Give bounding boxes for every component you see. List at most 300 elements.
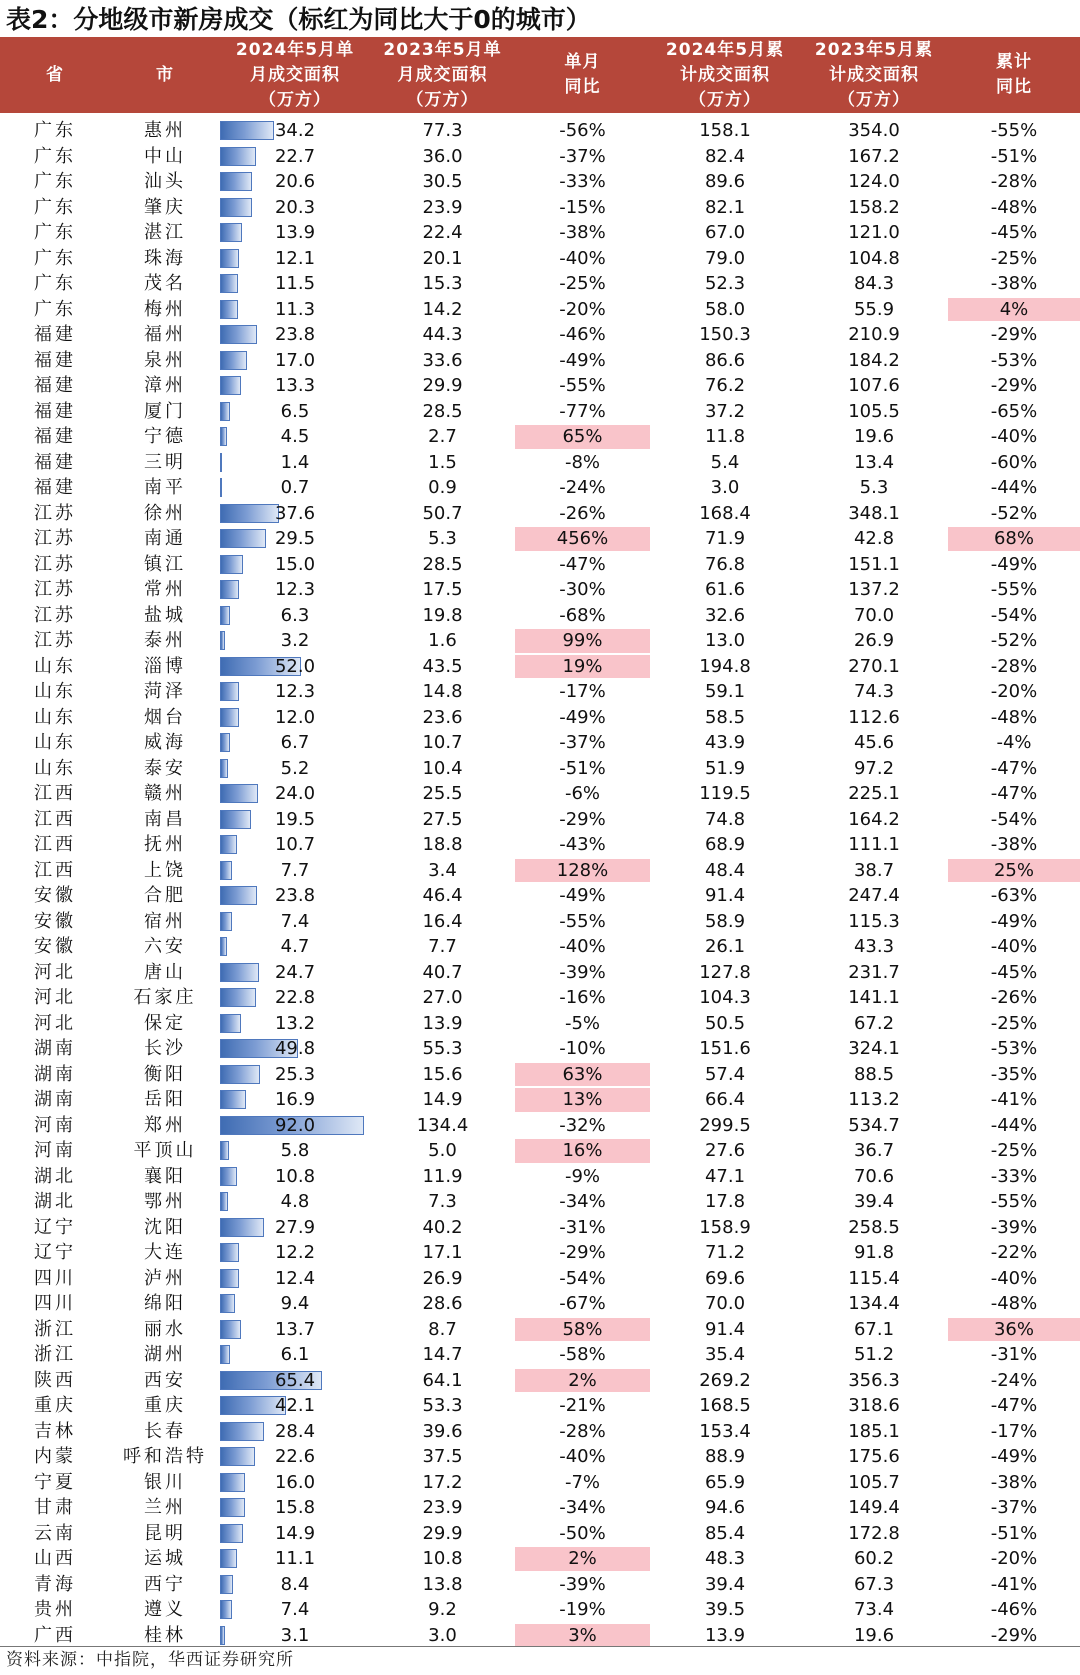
month-2024-value: 6.3: [280, 604, 310, 626]
month-2023-cell: 3.4: [428, 859, 457, 881]
cumulative-yoy-cell: -55%: [990, 1191, 1038, 1212]
header-city: 市: [156, 64, 174, 85]
table-row: [0, 399, 1080, 425]
table-row: [0, 1393, 1080, 1419]
month-yoy-cell: [515, 654, 650, 680]
cumulative-2024-cell: 3.0: [710, 477, 740, 498]
cumulative-yoy-cell: -41%: [990, 1573, 1038, 1595]
month-2024-cell: [220, 399, 370, 425]
month-2024-value: 6.5: [280, 400, 310, 422]
month-2024-cell: [220, 909, 370, 935]
month-2023-cell: 23.9: [422, 1497, 463, 1518]
month-2024-cell: [220, 1470, 370, 1496]
city-cell: 湖州: [144, 1344, 186, 1365]
cumulative-2024-cell: 50.5: [704, 1012, 746, 1034]
month-2024-value: 12.3: [274, 681, 316, 702]
cumulative-2024-cell: 58.5: [704, 706, 746, 728]
month-yoy-cell: [515, 858, 650, 884]
table-row: [0, 1470, 1080, 1496]
province-cell: 江西: [34, 834, 76, 855]
city-cell: 烟台: [144, 706, 186, 728]
cumulative-2023-cell: 231.7: [848, 961, 900, 983]
province-cell: 广东: [34, 171, 76, 192]
month-2024-cell: [220, 628, 370, 654]
province-cell: 吉林: [34, 1420, 76, 1442]
month-2023-cell: 26.9: [422, 1267, 463, 1289]
cumulative-yoy-cell: -38%: [990, 273, 1038, 294]
cumulative-2024-cell: 59.1: [704, 681, 746, 702]
month-yoy-cell: -26%: [559, 502, 606, 524]
table-row: [0, 960, 1080, 986]
cumulative-2023-cell: 121.0: [848, 222, 900, 243]
cumulative-2024-cell: 35.4: [704, 1344, 746, 1365]
cumulative-yoy-cell: [948, 1317, 1080, 1343]
cumulative-2024-cell: 43.9: [704, 732, 746, 753]
month-2024-value: 13.9: [274, 222, 316, 243]
cumulative-2024-cell: 68.9: [704, 834, 746, 855]
cumulative-2024-cell: 47.1: [704, 1165, 746, 1187]
month-yoy-cell: -5%: [564, 1012, 601, 1034]
city-cell: 肇庆: [144, 196, 186, 218]
province-cell: 河南: [34, 1114, 76, 1136]
cumulative-2023-cell: 112.6: [848, 706, 900, 728]
month-2024-cell: [220, 552, 370, 578]
month-yoy-cell-text: 3%: [568, 1624, 597, 1646]
city-cell: 保定: [144, 1012, 186, 1034]
cumulative-yoy-cell: -49%: [990, 910, 1038, 932]
city-cell: 淄博: [144, 655, 186, 677]
month-2024-cell: [220, 1138, 370, 1164]
cumulative-yoy-cell: -29%: [990, 375, 1038, 396]
province-cell: 江西: [34, 808, 76, 830]
province-cell: 安徽: [34, 885, 76, 906]
month-2024-value: 22.6: [274, 1446, 316, 1467]
cumulative-2024-cell: 91.4: [704, 885, 746, 906]
cumulative-2023-cell: 167.2: [848, 145, 900, 167]
month-2023-cell: 1.5: [428, 451, 457, 473]
table-row: [0, 654, 1080, 680]
city-cell: 泉州: [144, 349, 186, 371]
city-cell: 西宁: [144, 1573, 186, 1595]
province-cell: 江苏: [34, 553, 76, 575]
month-2023-cell: 25.5: [422, 783, 463, 804]
month-2024-value: 24.7: [274, 961, 316, 983]
cumulative-2023-cell: 104.8: [848, 247, 900, 269]
table-row: [0, 1215, 1080, 1241]
cumulative-2023-cell: 5.3: [859, 477, 889, 498]
cumulative-2023-cell: 39.4: [853, 1191, 895, 1212]
cumulative-2023-cell: 270.1: [848, 655, 900, 677]
month-yoy-cell: [515, 1623, 650, 1649]
cumulative-yoy-cell-text: 4%: [999, 298, 1029, 320]
city-cell: 平顶山: [133, 1140, 197, 1161]
city-cell: 徐州: [144, 502, 186, 524]
month-2024-value: 28.4: [274, 1420, 316, 1442]
cumulative-2024-cell: 26.1: [704, 936, 746, 957]
month-yoy-cell: -33%: [559, 171, 606, 192]
month-2024-value: 15.8: [274, 1497, 316, 1518]
month-yoy-cell: -46%: [559, 324, 606, 345]
cumulative-yoy-cell: -33%: [990, 1165, 1038, 1187]
month-2024-value: 29.5: [274, 528, 316, 549]
month-yoy-cell-text: 63%: [562, 1063, 603, 1085]
month-2024-cell: [220, 1087, 370, 1113]
province-cell: 内蒙: [34, 1446, 76, 1467]
month-2024-cell: [220, 1572, 370, 1598]
cumulative-2023-cell: 354.0: [848, 120, 900, 141]
month-2023-cell: 20.1: [422, 247, 463, 269]
month-yoy-cell: -47%: [559, 553, 606, 575]
month-2024-cell: [220, 1240, 370, 1266]
month-yoy-cell: -49%: [559, 885, 606, 906]
cumulative-yoy-cell: -44%: [990, 477, 1038, 498]
table-row: [0, 807, 1080, 833]
month-2024-value: 34.2: [274, 120, 316, 141]
month-2023-cell: 17.5: [422, 579, 463, 600]
month-2024-value: 16.9: [274, 1089, 316, 1110]
cumulative-2023-cell: 184.2: [848, 349, 900, 371]
cumulative-2023-cell: 70.0: [853, 604, 895, 626]
table-row: [0, 246, 1080, 272]
table-row: [0, 756, 1080, 782]
province-cell: 四川: [34, 1267, 76, 1289]
table-row: [0, 679, 1080, 705]
header-month-yoy: 单月 同比: [564, 52, 601, 97]
cumulative-2023-cell: 19.6: [853, 1624, 895, 1646]
cumulative-2024-cell: 150.3: [699, 324, 751, 345]
month-2024-value: 23.8: [274, 324, 316, 345]
table-row: [0, 297, 1080, 323]
month-2024-value: 24.0: [274, 783, 316, 804]
month-2023-cell: 40.2: [422, 1216, 463, 1238]
month-yoy-cell: -19%: [559, 1599, 606, 1620]
month-2024-value: 11.3: [274, 298, 316, 320]
table-row: [0, 934, 1080, 960]
province-cell: 江西: [34, 859, 76, 881]
month-2023-cell: 33.6: [422, 349, 463, 371]
province-cell: 广东: [34, 222, 76, 243]
cumulative-2024-cell: 58.9: [704, 910, 746, 932]
month-2023-cell: 77.3: [422, 120, 463, 141]
cumulative-2024-cell: 61.6: [704, 579, 746, 600]
province-cell: 辽宁: [34, 1242, 76, 1263]
month-2024-value: 20.3: [274, 196, 316, 218]
month-yoy-cell: -24%: [559, 477, 606, 498]
cumulative-2023-cell: 158.2: [848, 196, 900, 218]
province-cell: 广东: [34, 196, 76, 218]
month-2023-cell: 19.8: [422, 604, 463, 626]
cumulative-yoy-cell: -55%: [990, 120, 1038, 141]
cumulative-2024-cell: 94.6: [704, 1497, 746, 1518]
cumulative-2024-cell: 79.0: [704, 247, 746, 269]
cumulative-2024-cell: 51.9: [704, 757, 746, 779]
cumulative-yoy-cell: -40%: [990, 426, 1038, 447]
month-2024-cell: [220, 1317, 370, 1343]
month-2023-cell: 44.3: [422, 324, 463, 345]
cumulative-2024-cell: 48.4: [704, 859, 746, 881]
month-2023-cell: 37.5: [422, 1446, 463, 1467]
cumulative-2024-cell: 13.0: [704, 630, 746, 651]
month-yoy-cell: [515, 1317, 650, 1343]
cumulative-yoy-cell: -53%: [990, 349, 1038, 371]
month-yoy-cell: -67%: [559, 1293, 606, 1314]
table-row: [0, 552, 1080, 578]
cumulative-yoy-cell: -38%: [990, 834, 1038, 855]
month-yoy-cell: [515, 424, 650, 450]
city-cell: 大连: [144, 1242, 186, 1263]
source-note: 资料来源：中指院，华西证券研究所: [6, 1650, 294, 1670]
province-cell: 山东: [34, 706, 76, 728]
cumulative-2024-cell: 85.4: [704, 1522, 746, 1544]
cumulative-2023-cell: 105.7: [848, 1471, 900, 1493]
cumulative-2024-cell: 17.8: [704, 1191, 746, 1212]
cumulative-yoy-cell: [948, 858, 1080, 884]
city-cell: 湛江: [144, 222, 186, 243]
cumulative-yoy-cell: -52%: [990, 630, 1038, 651]
month-2023-cell: 8.7: [428, 1318, 457, 1340]
province-cell: 山西: [34, 1548, 76, 1569]
month-yoy-cell: -58%: [559, 1344, 606, 1365]
month-yoy-cell: -20%: [559, 298, 606, 320]
table-row: [0, 220, 1080, 246]
cumulative-2023-cell: 134.4: [848, 1293, 900, 1314]
month-yoy-cell: -10%: [559, 1038, 606, 1059]
month-2024-cell: [220, 1623, 370, 1649]
cumulative-2024-cell: 66.4: [704, 1089, 746, 1110]
cumulative-2023-cell: 70.6: [853, 1165, 895, 1187]
month-2023-cell: 28.5: [422, 400, 463, 422]
cumulative-2023-cell: 88.5: [853, 1063, 895, 1085]
cumulative-2024-cell: 11.8: [704, 426, 746, 447]
cumulative-2023-cell: 36.7: [853, 1140, 895, 1161]
city-cell: 南昌: [144, 808, 186, 830]
city-cell: 桂林: [144, 1624, 186, 1646]
month-2024-value: 22.7: [274, 145, 316, 167]
cumulative-2024-cell: 37.2: [704, 400, 746, 422]
city-cell: 汕头: [144, 171, 186, 192]
month-2023-cell: 10.7: [422, 732, 463, 753]
month-2024-value: 5.8: [280, 1140, 310, 1161]
cumulative-yoy-cell-text: 25%: [993, 859, 1034, 881]
month-2023-cell: 23.9: [422, 196, 463, 218]
month-2024-cell: [220, 501, 370, 527]
month-2024-value: 16.0: [274, 1471, 316, 1493]
cumulative-yoy-cell: -39%: [990, 1216, 1038, 1238]
month-2024-cell: [220, 195, 370, 221]
cumulative-yoy-cell: -25%: [990, 1012, 1038, 1034]
cumulative-2023-cell: 43.3: [853, 936, 895, 957]
cumulative-yoy-cell: -41%: [990, 1089, 1038, 1110]
cumulative-2023-cell: 51.2: [853, 1344, 895, 1365]
month-yoy-cell: [515, 526, 650, 552]
cumulative-2024-cell: 48.3: [704, 1548, 746, 1569]
cumulative-2023-cell: 84.3: [853, 273, 895, 294]
cumulative-2024-cell: 158.1: [699, 120, 751, 141]
table-row: [0, 1036, 1080, 1062]
province-cell: 宁夏: [34, 1471, 76, 1493]
city-cell: 常州: [144, 579, 186, 600]
cumulative-2023-cell: 124.0: [848, 171, 900, 192]
month-2024-cell: [220, 1062, 370, 1088]
province-cell: 浙江: [34, 1318, 76, 1340]
month-2023-cell: 7.7: [428, 936, 457, 957]
month-2024-cell: [220, 705, 370, 731]
month-2024-value: 6.1: [280, 1344, 310, 1365]
city-cell: 菏泽: [144, 681, 186, 702]
month-2024-cell: [220, 1036, 370, 1062]
month-2023-cell: 17.2: [422, 1471, 463, 1493]
month-2023-cell: 15.6: [422, 1063, 463, 1085]
month-yoy-cell: -28%: [559, 1420, 606, 1442]
province-cell: 广东: [34, 120, 76, 141]
month-2024-cell: [220, 348, 370, 374]
month-yoy-cell-text: 58%: [562, 1318, 603, 1340]
month-2024-value: 7.7: [280, 859, 310, 881]
month-2023-cell: 46.4: [422, 885, 463, 906]
month-yoy-cell: -77%: [559, 400, 606, 422]
cumulative-yoy-cell: -51%: [990, 1522, 1038, 1544]
province-cell: 广东: [34, 298, 76, 320]
table-row: [0, 1495, 1080, 1521]
cumulative-2024-cell: 82.1: [704, 196, 746, 218]
cumulative-yoy-cell: -47%: [990, 783, 1038, 804]
month-2023-cell: 55.3: [422, 1038, 463, 1059]
cumulative-2023-cell: 348.1: [848, 502, 900, 524]
table-row: [0, 1189, 1080, 1215]
month-2024-value: 15.0: [274, 553, 316, 575]
cumulative-2023-cell: 151.1: [848, 553, 900, 575]
cumulative-yoy-cell: -46%: [990, 1599, 1038, 1620]
month-yoy-cell: -37%: [559, 145, 606, 167]
month-2024-cell: [220, 934, 370, 960]
month-2023-cell: 64.1: [422, 1369, 463, 1391]
cumulative-yoy-cell: -4%: [996, 732, 1032, 753]
table-row: [0, 1164, 1080, 1190]
cumulative-2023-cell: 258.5: [848, 1216, 900, 1238]
month-yoy-cell: -15%: [559, 196, 606, 218]
table-row: [0, 1623, 1080, 1649]
cumulative-2024-cell: 58.0: [704, 298, 746, 320]
month-yoy-cell: -39%: [559, 1573, 606, 1595]
month-2024-value: 9.4: [280, 1293, 310, 1314]
month-2024-value: 20.6: [274, 171, 316, 192]
month-2024-cell: [220, 756, 370, 782]
month-2024-cell: [220, 985, 370, 1011]
cumulative-2023-cell: 318.6: [848, 1395, 900, 1416]
table-row: [0, 1546, 1080, 1572]
month-2023-cell: 50.7: [422, 502, 463, 524]
month-yoy-cell: [515, 628, 650, 654]
header-cumulative-2024: 2024年5月累 计成交面积 （万方）: [665, 39, 785, 110]
cumulative-yoy-cell: -31%: [990, 1344, 1038, 1365]
cumulative-yoy-cell: -60%: [990, 451, 1038, 473]
month-yoy-cell: -40%: [559, 936, 606, 957]
month-2023-cell: 0.9: [428, 477, 457, 498]
month-2023-cell: 7.3: [428, 1191, 457, 1212]
cumulative-2023-cell: 225.1: [848, 783, 900, 804]
cumulative-2023-cell: 42.8: [853, 528, 895, 549]
city-cell: 珠海: [144, 247, 186, 269]
month-2023-cell: 14.2: [422, 298, 463, 320]
header-cumulative-2023: 2023年5月累 计成交面积 （万方）: [814, 39, 934, 110]
province-cell: 山东: [34, 732, 76, 753]
table-row: [0, 450, 1080, 476]
month-2023-cell: 40.7: [422, 961, 463, 983]
table-row: [0, 603, 1080, 629]
month-yoy-cell: -21%: [559, 1395, 606, 1416]
month-yoy-cell: -9%: [564, 1165, 601, 1187]
month-2024-value: 5.2: [280, 757, 310, 779]
month-2023-cell: 14.7: [422, 1344, 463, 1365]
table-row: [0, 526, 1080, 552]
header-province: 省: [46, 64, 64, 85]
month-yoy-cell: -49%: [559, 349, 606, 371]
table-row: [0, 1087, 1080, 1113]
cumulative-2023-cell: 113.2: [848, 1089, 900, 1110]
city-cell: 鄂州: [144, 1191, 186, 1212]
month-2023-cell: 1.6: [428, 630, 457, 651]
city-cell: 衡阳: [144, 1063, 186, 1085]
table-row: [0, 705, 1080, 731]
cumulative-2024-cell: 65.9: [704, 1471, 746, 1493]
province-cell: 河南: [34, 1140, 76, 1161]
city-cell: 漳州: [144, 375, 186, 396]
city-cell: 威海: [144, 732, 186, 753]
month-2024-cell: [220, 271, 370, 297]
table-row: [0, 1011, 1080, 1037]
month-2024-cell: [220, 1521, 370, 1547]
month-2024-value: 42.1: [274, 1395, 316, 1416]
city-cell: 泰州: [144, 630, 186, 651]
month-yoy-cell-text: 2%: [568, 1548, 597, 1569]
cumulative-2024-cell: 39.4: [704, 1573, 746, 1595]
month-2024-cell: [220, 424, 370, 450]
cumulative-2023-cell: 91.8: [853, 1242, 895, 1263]
table-row: [0, 1240, 1080, 1266]
cumulative-2023-cell: 105.5: [848, 400, 900, 422]
month-2023-cell: 53.3: [422, 1395, 463, 1416]
province-cell: 四川: [34, 1293, 76, 1314]
month-2023-cell: 29.9: [422, 375, 463, 396]
month-2024-value: 37.6: [274, 502, 316, 524]
city-cell: 上饶: [144, 859, 186, 881]
table-row: [0, 1419, 1080, 1445]
month-2023-cell: 28.5: [422, 553, 463, 575]
month-2024-cell: [220, 1393, 370, 1419]
cumulative-yoy-cell: -47%: [990, 1395, 1038, 1416]
month-2023-cell: 13.9: [422, 1012, 463, 1034]
cumulative-2023-cell: 107.6: [848, 375, 900, 396]
month-yoy-cell: -16%: [559, 987, 606, 1008]
month-2024-value: 49.8: [274, 1038, 316, 1059]
cumulative-yoy-cell: -29%: [990, 1624, 1038, 1646]
city-cell: 福州: [144, 324, 186, 345]
cumulative-2024-cell: 71.2: [704, 1242, 746, 1263]
city-cell: 长春: [144, 1420, 186, 1442]
cumulative-yoy-cell: -28%: [990, 655, 1038, 677]
city-cell: 沈阳: [144, 1216, 186, 1238]
cumulative-2023-cell: 149.4: [848, 1497, 900, 1518]
cumulative-2024-cell: 32.6: [704, 604, 746, 626]
month-2024-value: 6.7: [280, 732, 310, 753]
province-cell: 云南: [34, 1522, 76, 1544]
cumulative-2024-cell: 76.2: [704, 375, 746, 396]
table-row: [0, 144, 1080, 170]
province-cell: 湖南: [34, 1089, 76, 1110]
city-cell: 重庆: [144, 1395, 186, 1416]
month-2024-cell: [220, 1215, 370, 1241]
month-2024-value: 10.8: [274, 1165, 316, 1187]
